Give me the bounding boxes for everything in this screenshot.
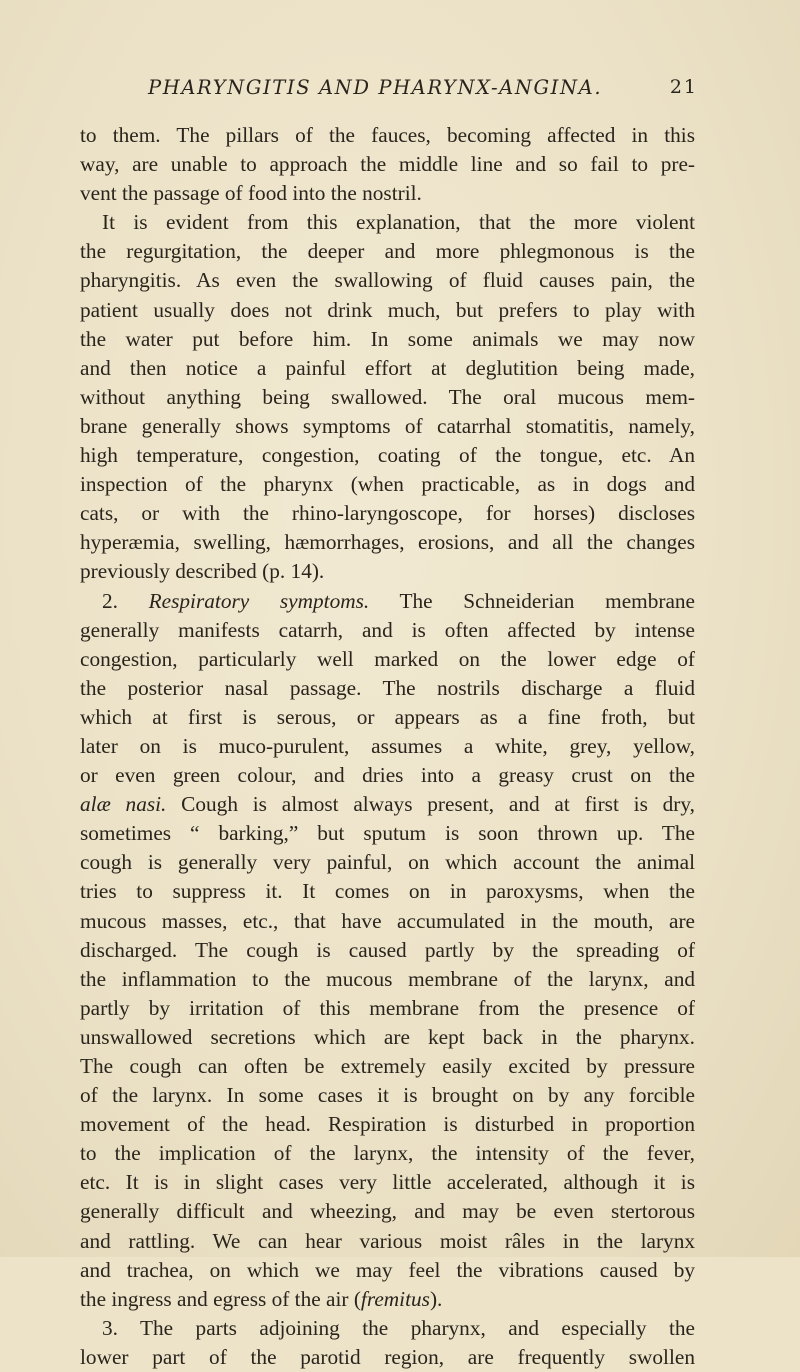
- text-line: discharged. The cough is caused partly by the spreading of: [80, 937, 695, 962]
- text-line: later on is muco-purulent, assumes a white, grey, yellow,: [80, 733, 695, 758]
- text-line: the ingress and egress of the air (fremitus).: [80, 1286, 443, 1311]
- text-line: lower part of the parotid region, are frequently swollen: [80, 1344, 695, 1369]
- latin-term: fremitus: [360, 1286, 430, 1311]
- text-line: 3. The parts adjoining the pharynx, and especially the: [102, 1315, 695, 1340]
- text-line: The cough can often be extremely easily excited by pressure: [80, 1054, 695, 1078]
- line-remainder: The Schneiderian membrane: [369, 588, 696, 613]
- page-header: [148, 76, 698, 106]
- text-line: generally manifests catarrh, and is often affected by intense: [80, 617, 695, 642]
- page-number: 21: [669, 76, 698, 98]
- text-line: the inflammation to the mucous membrane of the larynx, and: [80, 966, 695, 991]
- text-line: high temperature, congestion, coating of the tongue, etc. An: [80, 443, 695, 468]
- text-line: sometimes “ barking,” but sputum is soon thrown up. The: [80, 821, 695, 846]
- text-line: movement of the head. Respiration is disturbed in proportion: [80, 1112, 695, 1137]
- text-line: brane generally shows symptoms of catarrhal stomatitis, namely,: [80, 413, 695, 438]
- text-line: patient usually does not drink much, but prefers to play with: [80, 297, 695, 322]
- text-line: without anything being swallowed. The oral mucous mem-: [80, 384, 695, 409]
- text-line: [80, 790, 695, 819]
- text-line: the water put before him. In some animals we may now: [80, 326, 695, 351]
- section-heading: Respiratory symptoms.: [148, 588, 370, 613]
- text-line: tries to suppress it. It comes on in paroxysms, when the: [80, 879, 695, 904]
- text-line: or even green colour, and dries into a greasy crust on the: [80, 763, 695, 788]
- running-title: PHARYNGITIS AND PHARYNX-ANGINA.: [148, 76, 603, 99]
- text-line: inspection of the pharynx (when practicable, as in dogs and: [80, 472, 695, 497]
- text-line: It is evident from this explanation, that the more violent: [102, 210, 695, 235]
- section-number: 2.: [102, 588, 149, 613]
- text-line: congestion, particularly well marked on the lower edge of: [80, 646, 695, 671]
- text-line: and trachea, on which we may feel the vibrations caused by: [80, 1257, 695, 1282]
- text-line: of the larynx. In some cases it is brought on by any forcible: [80, 1083, 695, 1108]
- text-line: to the implication of the larynx, the intensity of the fever,: [80, 1141, 695, 1166]
- latin-term: alæ nasi.: [80, 792, 167, 817]
- body-text: [80, 121, 695, 1372]
- text-line: vent the passage of food into the nostril.: [80, 181, 422, 206]
- text-line: cough is generally very painful, on which account the animal: [80, 850, 695, 875]
- text-line: hyperæmia, swelling, hæmorrhages, erosions, and all the changes: [80, 530, 695, 555]
- text-line: previously described (p. 14).: [80, 559, 325, 584]
- text-line: etc. It is in slight cases very little accelerated, although it is: [80, 1170, 695, 1195]
- text-line: the posterior nasal passage. The nostrils discharge a fluid: [80, 675, 695, 700]
- text-line: which at first is serous, or appears as a fine froth, but: [80, 704, 695, 729]
- text-line: unswallowed secretions which are kept back in the pharynx.: [80, 1024, 695, 1049]
- text-line: generally difficult and wheezing, and may be even stertorous: [80, 1199, 695, 1224]
- text-line: pharyngitis. As even the swallowing of fluid causes pain, the: [80, 268, 695, 293]
- text-line: mucous masses, etc., that have accumulated in the mouth, are: [80, 908, 695, 933]
- text-line: to them. The pillars of the fauces, becoming affected in this: [80, 123, 695, 147]
- text-line: cats, or with the rhino-laryngoscope, for horses) discloses: [80, 501, 695, 526]
- text-line: and then notice a painful effort at deglutition being made,: [80, 355, 695, 380]
- text-line: way, are unable to approach the middle line and so fail to pre-: [80, 152, 695, 177]
- text-line: [80, 587, 695, 616]
- text-line: partly by irritation of this membrane from the presence of: [80, 995, 695, 1020]
- text-line: and rattling. We can hear various moist râles in the larynx: [80, 1228, 695, 1253]
- text-line: the regurgitation, the deeper and more phlegmonous is the: [80, 239, 695, 264]
- line-remainder: Cough is almost always present, and at first is dry,: [166, 792, 695, 817]
